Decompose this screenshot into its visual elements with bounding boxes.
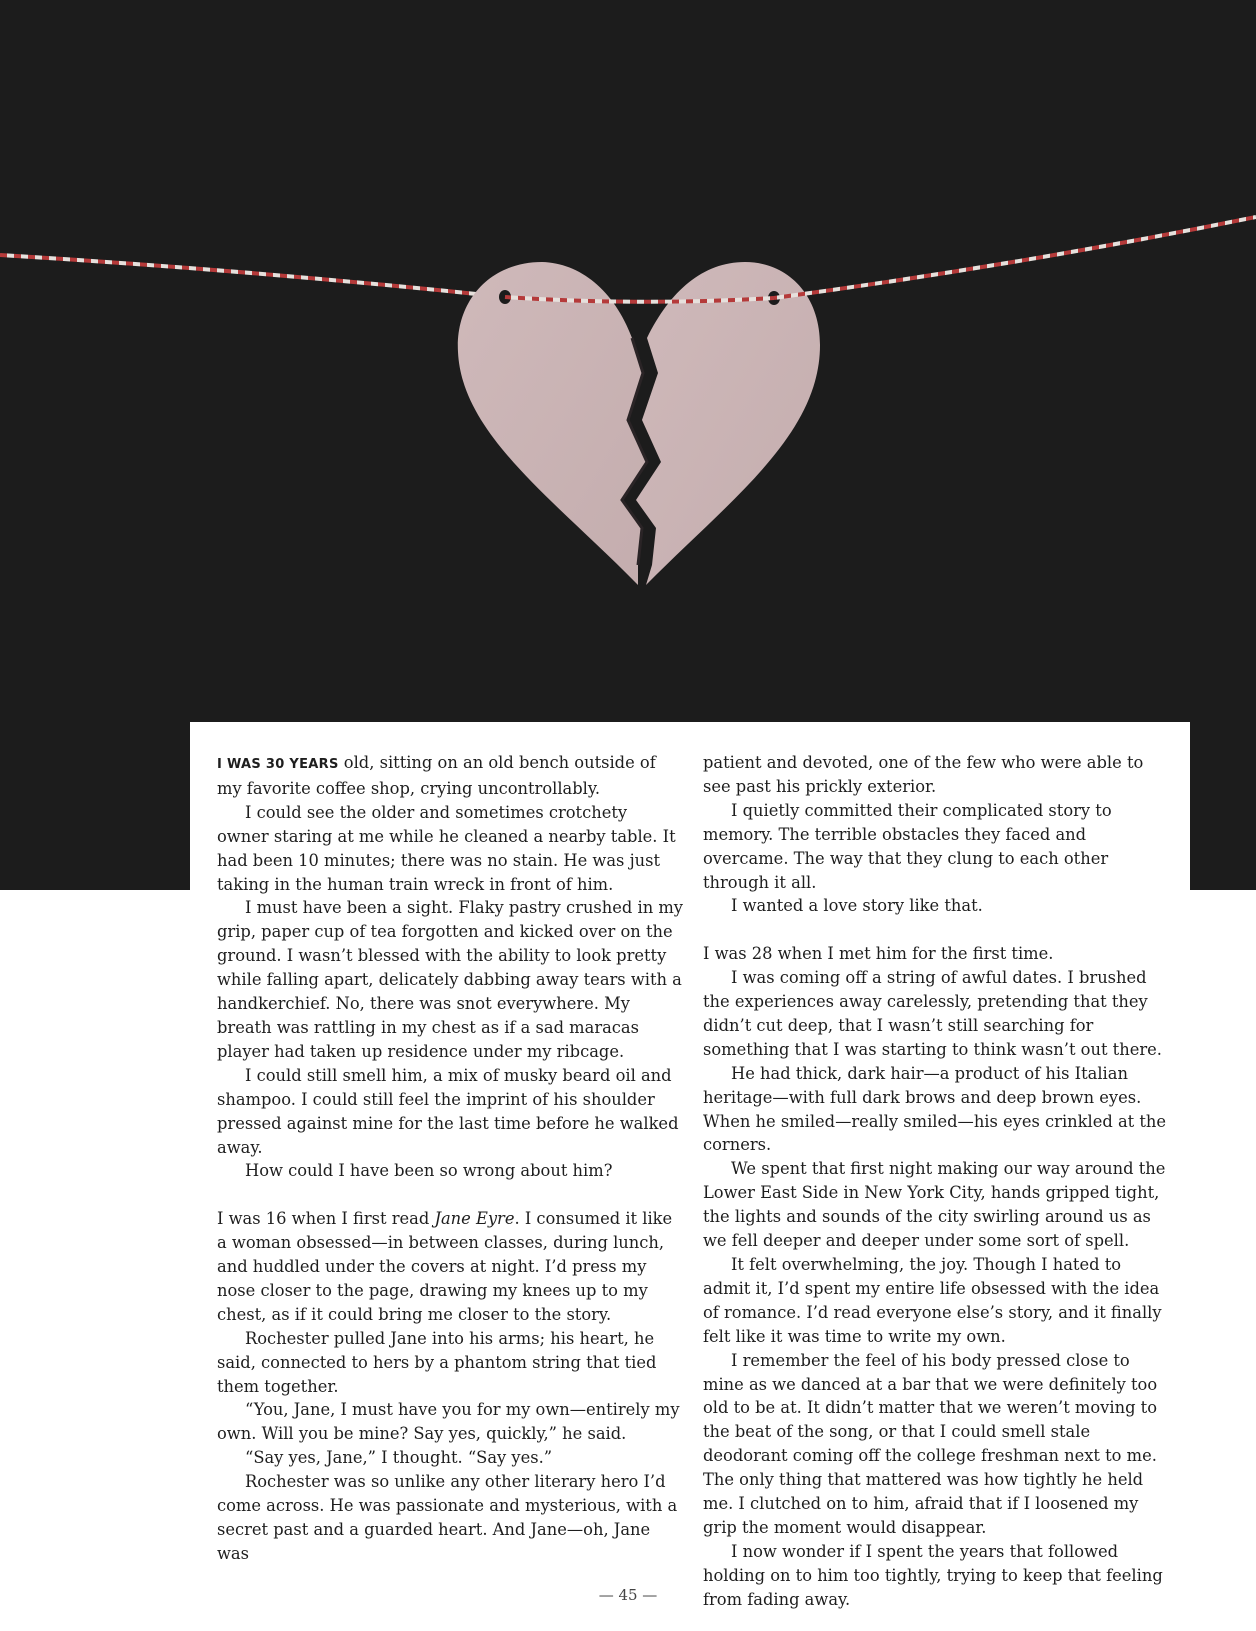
paragraph: I was 16 when I first read Jane Eyre. I consumed it like a woman obsessed—in between classes, during lunch, and huddled under the covers at night. I’d press my nose closer to the page, drawing my knees up to my chest, as if it could bring me closer to the story. — [217, 1209, 673, 1324]
lead-in: I WAS 30 YEARS — [217, 757, 339, 772]
paragraph: I was 28 when I met him for the first time. — [703, 944, 1054, 964]
paragraph: “Say yes, Jane,” I thought. “Say yes.” — [245, 1448, 553, 1468]
paragraph: I could still smell him, a mix of musky beard oil and shampoo. I could still feel the imprint of his shoulder pressed against mine for the last time before he walked away. — [217, 1065, 679, 1157]
paragraph: How could I have been so wrong about him? — [245, 1161, 613, 1181]
article-column-right — [703, 751, 1169, 1612]
string-right — [774, 217, 1256, 298]
paragraph: We spent that first night making our way around the Lower East Side in New York City, hands gripped tight, the lights and sounds of the city swirling around us as we fell deeper and deeper under some sort of spell. — [703, 1159, 1166, 1251]
paragraph: I wanted a love story like that. — [731, 896, 983, 916]
paragraph: It felt overwhelming, the joy. Though I hated to admit it, I’d spent my entire life obsessed with the idea of romance. I’d read everyone else’s story, and it finally felt like it was time to write my own. — [703, 1255, 1162, 1346]
article-card — [190, 722, 1190, 1631]
paragraph: Rochester was so unlike any other literary hero I’d come across. He was passionate and mysterious, with a secret past and a guarded heart. And Jane—oh, Jane was — [217, 1472, 678, 1563]
paragraph: Rochester pulled Jane into his arms; his heart, he said, connected to hers by a phantom string that tied them together. — [217, 1328, 657, 1396]
paragraph: I quietly committed their complicated story to memory. The terrible obstacles they faced and overcame. The way that they clung to each other through it all. — [703, 800, 1112, 892]
paragraph: I must have been a sight. Flaky pastry crushed in my grip, paper cup of tea forgotten and kicked over on the ground. I wasn’t blessed with the ability to look pretty while falling apart, delicately dabbing away tears with a handkerchief. No, there was snot everywhere. My breath was rattling in my chest as if a sad maracas player had taken up residence under my ribcage. — [217, 898, 684, 1061]
paragraph: I was coming off a string of awful dates. I brushed the experiences away carelessly, pretending that they didn’t cut deep, that I wasn’t still searching for something that I was starting to think wasn’t out there. — [703, 968, 1162, 1059]
page-number: — 45 — — [598, 1586, 658, 1604]
paragraph: “You, Jane, I must have you for my own—entirely my own. Will you be mine? Say yes, quickly,” he said. — [217, 1400, 680, 1444]
paragraph: I now wonder if I spent the years that followed holding on to him too tightly, trying to keep that feeling from fading away. — [703, 1541, 1163, 1609]
book-title: Jane Eyre — [434, 1209, 515, 1229]
heart-right-half — [636, 262, 820, 585]
paragraph: I could see the older and sometimes crotchety owner staring at me while he cleaned a nearby table. It had been 10 minutes; there was no stain. He was just taking in the human train wreck in front of him. — [217, 802, 676, 894]
heart-left-half — [458, 262, 647, 585]
string-left — [0, 255, 505, 297]
paragraph: I WAS 30 YEARS old, sitting on an old bench outside of my favorite coffee shop, crying uncontrollably. — [217, 753, 656, 798]
paragraph: He had thick, dark hair—a product of his Italian heritage—with full dark brows and deep brown eyes. When he smiled—really smiled—his eyes crinkled at the corners. — [703, 1063, 1167, 1155]
paragraph: patient and devoted, one of the few who were able to see past his prickly exterior. — [703, 753, 1144, 796]
article-column-left — [217, 751, 683, 1566]
paragraph: I remember the feel of his body pressed close to mine as we danced at a bar that we were definitely too old to be at. It didn’t matter that we weren’t moving to the beat of the song, or that I could smell stale deodorant coming off the college freshman next to me. The only thing that mattered was how tightly he held me. I clutched on to him, afraid that if I loosened my grip the moment would disappear. — [703, 1350, 1158, 1537]
